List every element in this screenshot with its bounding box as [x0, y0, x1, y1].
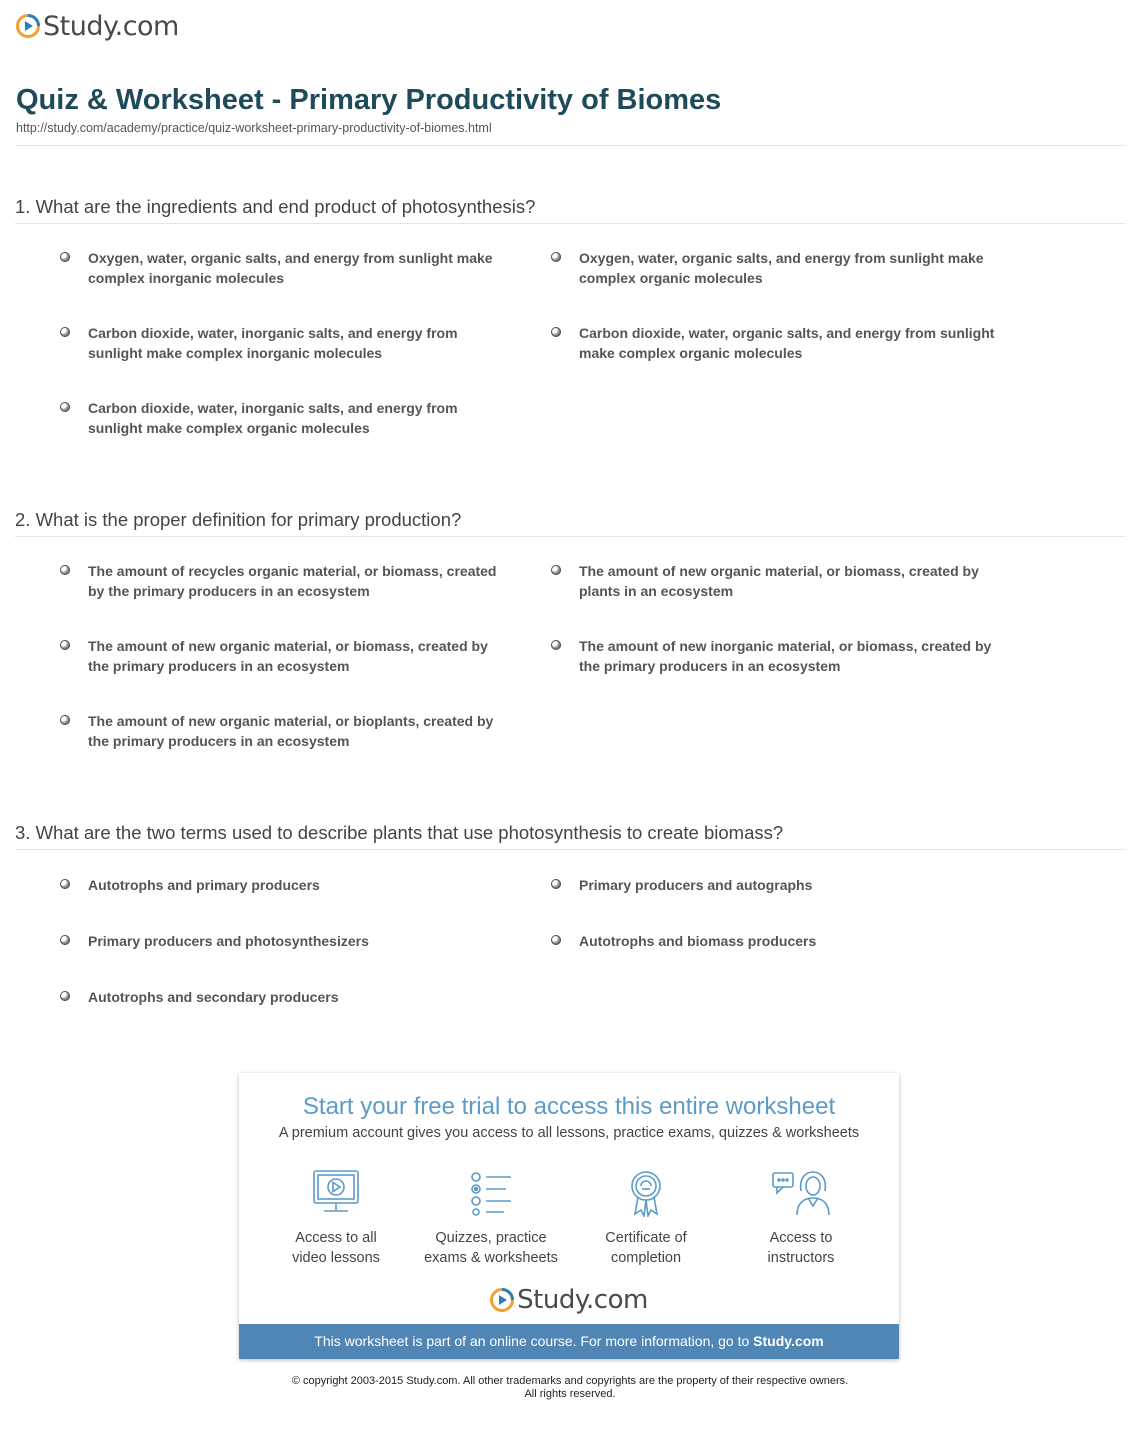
q1-option-d[interactable]: Carbon dioxide, water, organic salts, and energy from sunlight make complex organic molecules	[551, 323, 1001, 363]
play-circle-icon	[16, 14, 40, 38]
promo-subtitle: A premium account gives you access to all lessons, practice exams, quizzes & worksheets	[278, 1125, 860, 1141]
radio-button[interactable]	[60, 252, 70, 262]
feature-certificate	[566, 1169, 726, 1268]
radio-button[interactable]	[60, 640, 70, 650]
feature-video-lessons	[256, 1169, 416, 1268]
question-3: 3. What are the two terms used to describe plants that use photosynthesis to create biomass?	[15, 822, 784, 843]
q2-option-c[interactable]: The amount of new organic material, or biomass, created by the primary producers in an ecosystem	[60, 636, 510, 676]
q2-option-e[interactable]: The amount of new organic material, or bioplants, created by the primary producers in an ecosystem	[60, 711, 510, 751]
certificate-icon	[621, 1169, 671, 1217]
study-link[interactable]: Study.com	[753, 1333, 824, 1349]
q1-option-e[interactable]: Carbon dioxide, water, inorganic salts, and energy from sunlight make complex organic molecules	[60, 398, 510, 438]
radio-button[interactable]	[551, 879, 561, 889]
q3-option-b[interactable]: Primary producers and autographs	[551, 875, 1001, 895]
feature-label-line2: completion	[610, 1250, 682, 1266]
radio-button[interactable]	[551, 252, 561, 262]
page-title: Quiz & Worksheet - Primary Productivity of Biomes	[16, 84, 722, 116]
promo-study-logo[interactable]	[239, 1285, 899, 1315]
page-url: http://study.com/academy/practice/quiz-worksheet-primary-productivity-of-biomes.html	[16, 121, 492, 135]
quiz-list-icon	[466, 1169, 516, 1217]
feature-label-line2: exams & worksheets	[424, 1250, 558, 1266]
copyright	[0, 1375, 1140, 1401]
radio-button[interactable]	[551, 565, 561, 575]
video-lesson-icon	[311, 1169, 361, 1217]
radio-button[interactable]	[60, 991, 70, 1001]
copyright-line1: © copyright 2003-2015 Study.com. All other trademarks and copyrights are the property of their respective owners.	[291, 1375, 849, 1387]
course-info-text: This worksheet is part of an online course. For more information, go to	[314, 1333, 754, 1349]
q2-option-b[interactable]: The amount of new organic material, or biomass, created by plants in an ecosystem	[551, 561, 1001, 601]
course-info-bar	[239, 1324, 899, 1359]
study-logo[interactable]	[16, 10, 179, 42]
instructor-icon	[771, 1169, 831, 1217]
q2-option-a[interactable]: The amount of recycles organic material, or biomass, created by the primary producers in an ecosystem	[60, 561, 510, 601]
radio-button[interactable]	[551, 327, 561, 337]
feature-instructors	[721, 1169, 881, 1268]
promo-logo-text: Study.com	[517, 1285, 648, 1315]
question-2-divider	[15, 536, 1125, 537]
feature-label-line2: instructors	[767, 1250, 835, 1266]
q1-option-c[interactable]: Carbon dioxide, water, inorganic salts, and energy from sunlight make complex inorganic molecules	[60, 323, 510, 363]
feature-label-line1: Access to all	[295, 1230, 377, 1246]
radio-button[interactable]	[60, 935, 70, 945]
logo-text: Study.com	[43, 10, 179, 42]
feature-quizzes	[411, 1169, 571, 1268]
play-circle-icon	[490, 1288, 514, 1312]
feature-label-line1: Certificate of	[605, 1230, 687, 1246]
radio-button[interactable]	[60, 565, 70, 575]
radio-button[interactable]	[551, 935, 561, 945]
free-trial-promo	[239, 1073, 899, 1359]
header-divider	[15, 145, 1125, 146]
radio-button[interactable]	[60, 879, 70, 889]
q3-option-a[interactable]: Autotrophs and primary producers	[60, 875, 510, 895]
question-3-divider	[15, 849, 1125, 850]
question-1-divider	[15, 223, 1125, 224]
radio-button[interactable]	[551, 640, 561, 650]
radio-button[interactable]	[60, 402, 70, 412]
feature-label-line1: Quizzes, practice	[435, 1230, 547, 1246]
q2-option-d[interactable]: The amount of new inorganic material, or biomass, created by the primary producers in an ecosystem	[551, 636, 1001, 676]
q3-option-c[interactable]: Primary producers and photosynthesizers	[60, 931, 510, 951]
q1-option-a[interactable]: Oxygen, water, organic salts, and energy from sunlight make complex inorganic molecules	[60, 248, 510, 288]
copyright-line2: All rights reserved.	[524, 1388, 616, 1400]
feature-label-line1: Access to	[769, 1230, 833, 1246]
q1-option-b[interactable]: Oxygen, water, organic salts, and energy from sunlight make complex organic molecules	[551, 248, 1001, 288]
promo-title[interactable]: Start your free trial to access this entire worksheet	[302, 1093, 836, 1120]
radio-button[interactable]	[60, 715, 70, 725]
q3-option-e[interactable]: Autotrophs and secondary producers	[60, 987, 510, 1007]
question-1: 1. What are the ingredients and end product of photosynthesis?	[15, 196, 536, 217]
question-2: 2. What is the proper definition for primary production?	[15, 509, 462, 530]
feature-label-line2: video lessons	[292, 1250, 380, 1266]
q3-option-d[interactable]: Autotrophs and biomass producers	[551, 931, 1001, 951]
radio-button[interactable]	[60, 327, 70, 337]
